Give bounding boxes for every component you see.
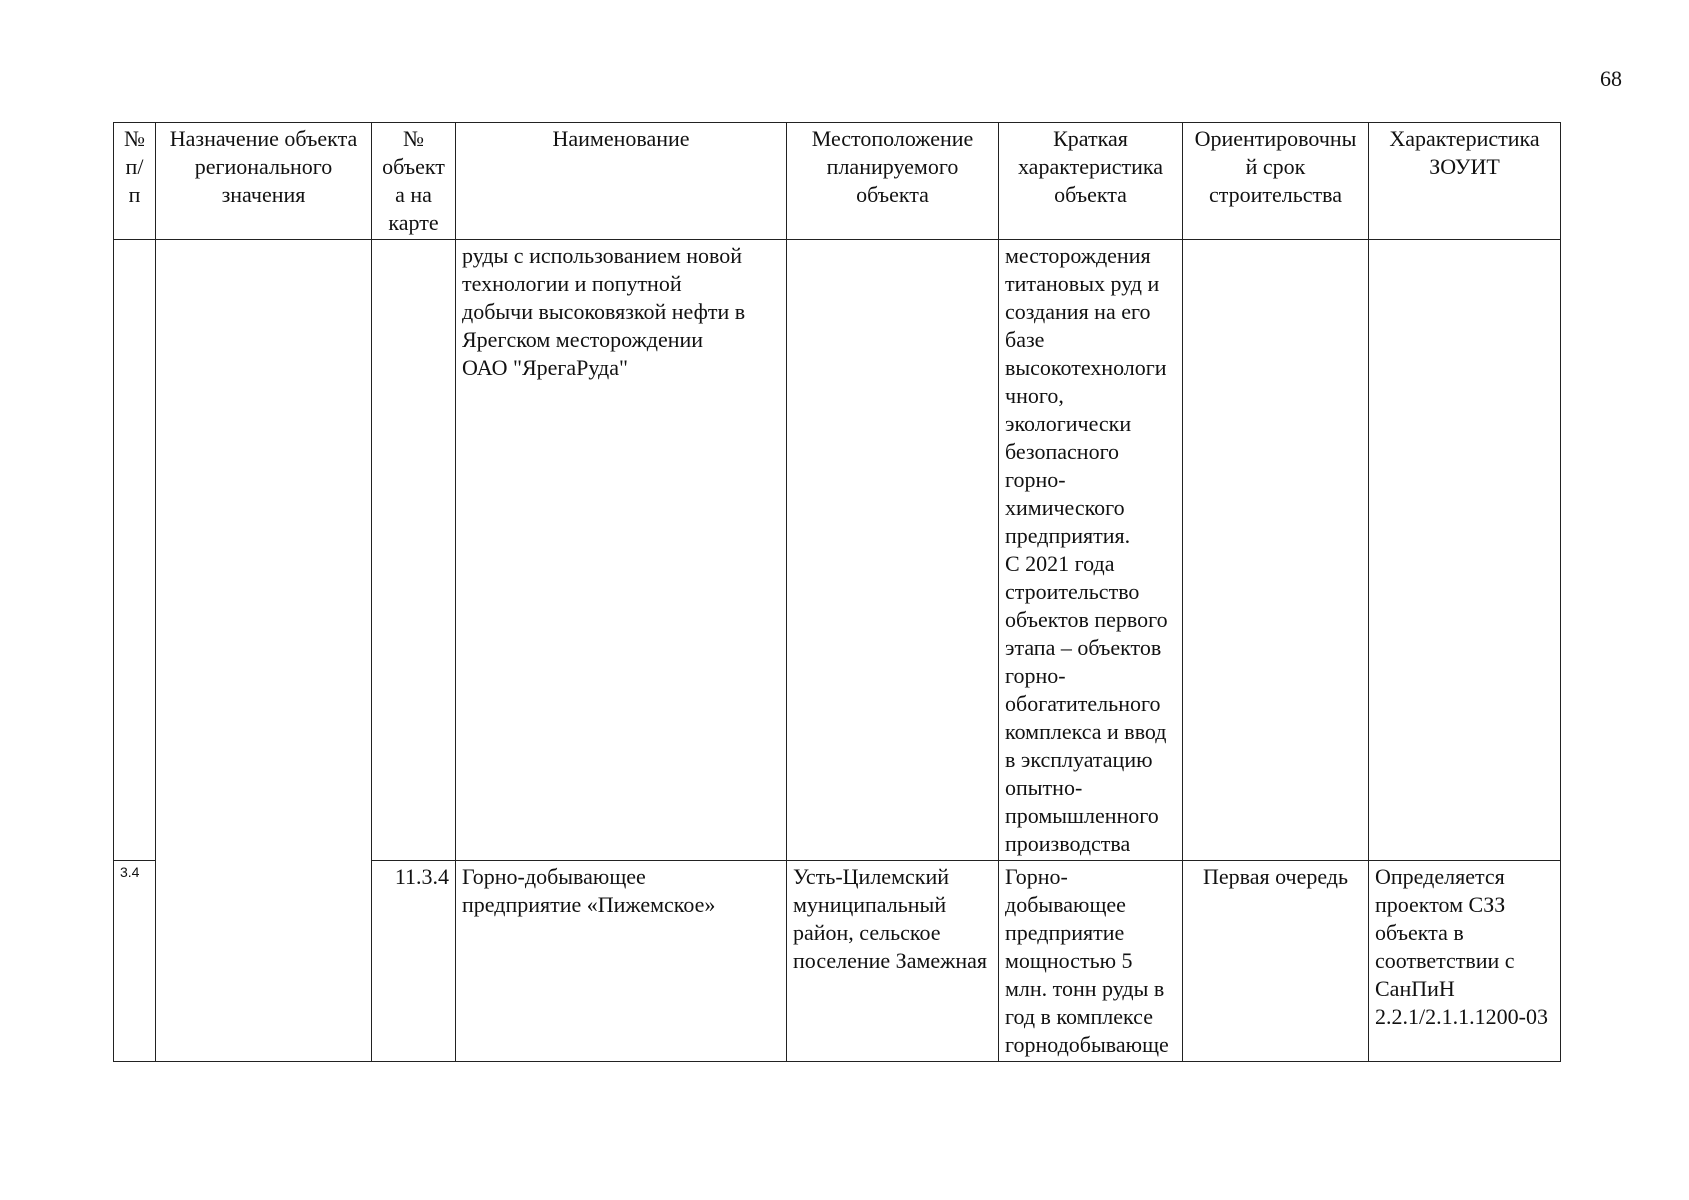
cell-name: Горно-добывающее предприятие «Пижемское»: [456, 861, 787, 1062]
header-name: Наименование: [456, 123, 787, 240]
cell-characteristic: Горно- добывающее предприятие мощностью 5 млн. тонн руды в год в комплексе горнодобывающе: [999, 861, 1183, 1062]
table-header-row: [114, 123, 1561, 240]
header-purpose: Назначение объекта регионального значения: [156, 123, 372, 240]
cell-map-no: [372, 240, 456, 861]
cell-term: Первая очередь: [1183, 861, 1369, 1062]
table-row: [114, 240, 1561, 861]
cell-num: 3.4: [114, 861, 156, 1062]
cell-name: руды с использованием новой технологии и попутной добычи высоковязкой нефти в Ярегском месторождении ОАО "ЯрегаРуда": [456, 240, 787, 861]
cell-map-no: 11.3.4: [372, 861, 456, 1062]
header-term: Ориентировочны й срок строительства: [1183, 123, 1369, 240]
page-number: 68: [1600, 66, 1622, 91]
header-num: № п/п: [114, 123, 156, 240]
cell-zouit: Определяется проектом СЗЗ объекта в соответствии с СанПиН 2.2.1/2.1.1.1200-03: [1369, 861, 1561, 1062]
cell-location: [787, 240, 999, 861]
header-zouit: Характеристика ЗОУИТ: [1369, 123, 1561, 240]
planned-objects-table: [113, 122, 1561, 1062]
cell-characteristic: месторождения титановых руд и создания на его базе высокотехнологи чного, экологически безопасного горно- химического предприятия. С 2021 года строительство объектов первого этапа – объектов горно- обогатительного комплекса и ввод в эксплуатацию опытно- промышленного производства: [999, 240, 1183, 861]
cell-term: [1183, 240, 1369, 861]
cell-num: [114, 240, 156, 861]
cell-location: Усть-Цилемский муниципальный район, сельское поселение Замежная: [787, 861, 999, 1062]
cell-purpose: [156, 240, 372, 861]
header-map-no: № объект а на карте: [372, 123, 456, 240]
cell-purpose: [156, 861, 372, 1062]
cell-zouit: [1369, 240, 1561, 861]
header-characteristic: Краткая характеристика объекта: [999, 123, 1183, 240]
table-row: [114, 861, 1561, 1062]
header-location: Местоположение планируемого объекта: [787, 123, 999, 240]
